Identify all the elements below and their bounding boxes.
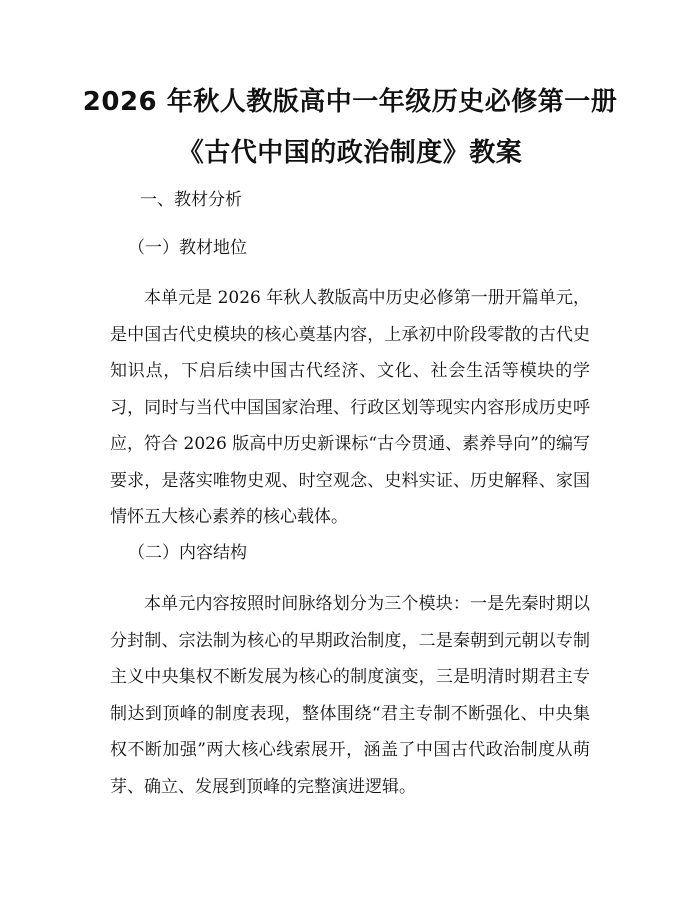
section-heading-teaching-material-analysis: 一、教材分析 xyxy=(140,190,242,210)
subsection-heading-material-position: （一）教材地位 xyxy=(128,238,247,258)
document-title-line-1: 2026 年秋人教版高中一年级历史必修第一册 xyxy=(82,87,618,117)
paragraph-content-structure: 本单元内容按照时间脉络划分为三个模块：一是先秦时期以分封制、宗法制为核心的早期政治制度，二是秦朝到元朝以专制主义中央集权不断发展为核心的制度演变，三是明清时期君主专制达到顶峰的制度表现，整体围绕“君主专制不断强化、中央集权不断加强”两大核心线索展开，涵盖了中国古代政治制度从萌芽、确立、发展到顶峰的完整演进逻辑。 xyxy=(110,594,590,797)
paragraph-material-position: 本单元是 2026 年秋人教版高中历史必修第一册开篇单元，是中国古代史模块的核心奠基内容，上承初中阶段零散的古代史知识点，下启后续中国古代经济、文化、社会生活等模块的学习，同时与当代中国国家治理、行政区划等现实内容形成历史呼应，符合 2026 版高中历史新课标“古今贯通、素养导向”的编写要求，是落实唯物史观、时空观念、史料实证、历史解释、家国情怀五大核心素养的核心载体。 xyxy=(110,288,590,527)
subsection-heading-content-structure: （二）内容结构 xyxy=(128,543,247,563)
document-title-line-2: 《古代中国的政治制度》教案 xyxy=(177,138,523,168)
